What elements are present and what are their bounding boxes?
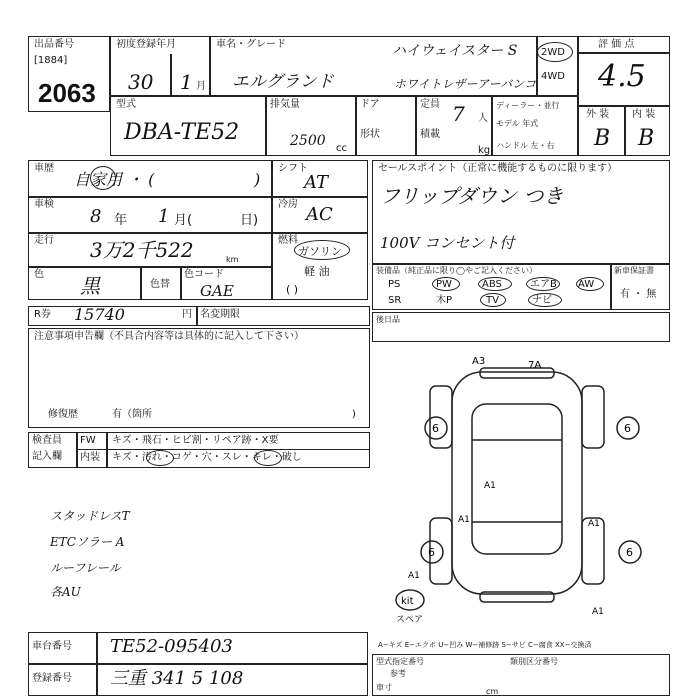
tv-circle: [480, 293, 506, 307]
meigi-label: 名変期限: [200, 309, 240, 320]
dealer-label: ディーラー・並行: [496, 101, 560, 110]
inspect-month-unit: 月(: [174, 213, 193, 228]
teiin-value: 7: [452, 102, 465, 126]
grade: ハイウェイスター S: [392, 43, 518, 59]
memo-1: スタッドレスT: [50, 509, 130, 523]
recycle-label: R券: [34, 309, 51, 320]
disp-value: 2500: [290, 133, 326, 149]
mark-6-rl: 6: [428, 546, 435, 559]
memo-3: ルーフレール: [50, 561, 121, 575]
reg-month-unit: 月: [196, 81, 206, 92]
mark-a1-r: A1: [588, 519, 600, 529]
mark-a3: A3: [472, 356, 486, 367]
memo-4: 各AU: [50, 585, 81, 599]
car-cabin-outline: [472, 404, 562, 554]
teiin-label: 定員: [420, 99, 440, 110]
equip-ps: PS: [388, 279, 401, 290]
int-value: B: [638, 126, 655, 151]
memo-2: ETCソラー A: [50, 535, 125, 549]
handle-label: ハンドル 左・右: [496, 141, 555, 150]
usage-close: ): [254, 170, 261, 189]
fuel-value2: 軽 油: [304, 265, 330, 278]
inspect-month: 1: [158, 206, 170, 227]
recycle-value: 15740: [74, 305, 125, 324]
front-bumper: [480, 368, 554, 378]
attach-label: 後日品: [376, 315, 400, 324]
first-reg-label: 初度登録年月: [116, 39, 176, 50]
fuel-paren: ( ): [286, 283, 299, 296]
inspector-label2: 記入欄: [32, 451, 62, 462]
ref-label: 参考: [390, 669, 406, 678]
inspector-label1: 検査員: [32, 435, 62, 446]
chassis-label: 車台番号: [32, 641, 72, 652]
car-name: エルグランド: [232, 72, 334, 92]
fw-text: キズ・飛石・ヒビ割・リペア跡・X要: [112, 435, 279, 446]
fuel-value1: ガソリン: [298, 245, 342, 258]
lot-sub: [1884]: [34, 55, 68, 66]
repair-label: 修復歴: [48, 409, 78, 420]
equip-tv: TV: [486, 295, 499, 306]
drive-2wd: 2WD: [541, 47, 565, 58]
inspect-year: 8: [90, 206, 102, 227]
mark-a1-roof: A1: [484, 481, 496, 491]
sales-label: セールスポイント（正常に機能するものに限ります）: [378, 163, 618, 174]
stain-circle: [146, 450, 174, 466]
damage-legend: A−キズ E−エクボ U−凹み W−補修跡 S−サビ C−腐食 XX−交換済: [378, 641, 592, 649]
interior-text: キズ・汚れ・コゲ・穴・スレ・キレ・破し: [112, 452, 302, 463]
size-label: 車寸: [376, 683, 392, 692]
inspect-day-unit: 日): [240, 213, 259, 228]
int-label: 内 装: [632, 109, 656, 120]
lot-label: 出品番号: [34, 39, 74, 50]
form-label: 型式指定番号: [376, 657, 424, 666]
mileage-value: 3万2千522: [90, 238, 194, 262]
interior-label: 内装: [80, 452, 100, 463]
sales-line1: フリップダウン つき: [380, 184, 564, 208]
mark-spare: スペア: [396, 615, 424, 625]
warranty-label: 新車保証書: [614, 266, 654, 275]
equip-abs: ABS: [482, 279, 502, 290]
navi-circle: [528, 293, 562, 307]
mark-6-fl: 6: [432, 422, 439, 435]
inspect-label: 車検: [34, 199, 54, 210]
door-label: ドア: [360, 99, 380, 110]
equip-label: 装備品（純正品に限り◯やご記入ください）: [376, 266, 537, 275]
ext-value: B: [594, 126, 611, 151]
car-diagram: [372, 342, 670, 632]
shape-label: 形状: [360, 129, 380, 140]
reg-year: 30: [128, 70, 154, 94]
color-label: 色: [34, 269, 44, 280]
ac-label: 冷房: [278, 199, 298, 210]
drive-4wd: 4WD: [541, 71, 565, 82]
attach-box: [372, 312, 670, 342]
mileage-unit: km: [226, 255, 239, 264]
lot-number: 2063: [38, 78, 96, 108]
airbag-circle: [526, 277, 560, 291]
usage-value: 自家用 ・ (: [74, 170, 155, 189]
recycle-unit: 円: [182, 309, 192, 320]
name-label: 車名・グレード: [216, 39, 286, 50]
ac-value: AC: [306, 204, 333, 225]
caution-label: 注意事項申告欄（不具合内容等は具体的に記入して下さい）: [34, 331, 304, 342]
disp-unit: cc: [336, 143, 347, 154]
reg-label: 登録番号: [32, 673, 72, 684]
mark-kit: kit: [401, 596, 414, 607]
equip-pw: PW: [436, 279, 452, 290]
color-change-label: 色替: [150, 279, 170, 290]
shift-value: AT: [304, 172, 329, 193]
disp-label: 排気量: [270, 99, 300, 110]
color-code-label: 色コード: [184, 269, 224, 280]
grade-detail: ホワイトレザーアーバンコ: [394, 77, 537, 91]
fuel-circle: [294, 240, 350, 260]
repair-value: 有（箇所: [112, 409, 152, 420]
size-unit: cm: [486, 687, 499, 696]
sales-line2: 100V コンセント付: [380, 234, 515, 252]
mark-a1-l: A1: [458, 515, 470, 525]
front-right-fender: [582, 386, 604, 448]
usage-label: 車歴: [34, 163, 54, 174]
mark-a1-bl: A1: [408, 571, 420, 581]
teiin-unit: 人: [478, 113, 488, 124]
mileage-label: 走行: [34, 235, 54, 246]
usage-circle: [90, 166, 116, 190]
color-code-value: GAE: [200, 282, 234, 300]
reg-value: 三重 341 5 108: [110, 668, 244, 689]
scuff-circle: [254, 450, 282, 466]
model-year-label: モデル 年式: [496, 119, 539, 128]
aw-circle: [576, 277, 604, 291]
inspect-year-unit: 年: [114, 213, 128, 228]
type-value: DBA-TE52: [124, 120, 240, 145]
reg-month: 1: [180, 70, 193, 94]
color-value: 黒: [80, 274, 100, 298]
score-label: 評 価 点: [598, 39, 635, 50]
load-label: 積載: [420, 129, 440, 140]
warranty-value: 有 ・ 無: [620, 289, 657, 300]
caution-box: [28, 328, 370, 428]
ext-label: 外 装: [586, 109, 610, 120]
fuel-label: 燃料: [278, 235, 298, 246]
mark-6-fr: 6: [624, 422, 631, 435]
equip-wood: 木P: [436, 295, 453, 306]
drive-2wd-circle: [537, 42, 573, 62]
mark-a1-br: A1: [592, 607, 604, 617]
equip-navi: ナビ: [532, 295, 552, 306]
equip-sr: SR: [388, 295, 402, 306]
chassis-value: TE52-095403: [110, 636, 233, 657]
mark-6-rr: 6: [626, 546, 633, 559]
mark-7a: 7A: [528, 360, 542, 371]
score-value: 4.5: [598, 59, 646, 94]
category-label: 類別区分番号: [510, 657, 558, 666]
equip-airbag: エアB: [530, 279, 557, 290]
fw-label: FW: [80, 435, 96, 446]
type-label: 型式: [116, 99, 136, 110]
abs-circle: [478, 277, 512, 291]
load-unit: kg: [478, 145, 491, 156]
equip-aw: AW: [578, 279, 595, 290]
shift-label: シフト: [278, 163, 308, 174]
pw-circle: [432, 277, 460, 291]
repair-close: ): [352, 409, 356, 420]
